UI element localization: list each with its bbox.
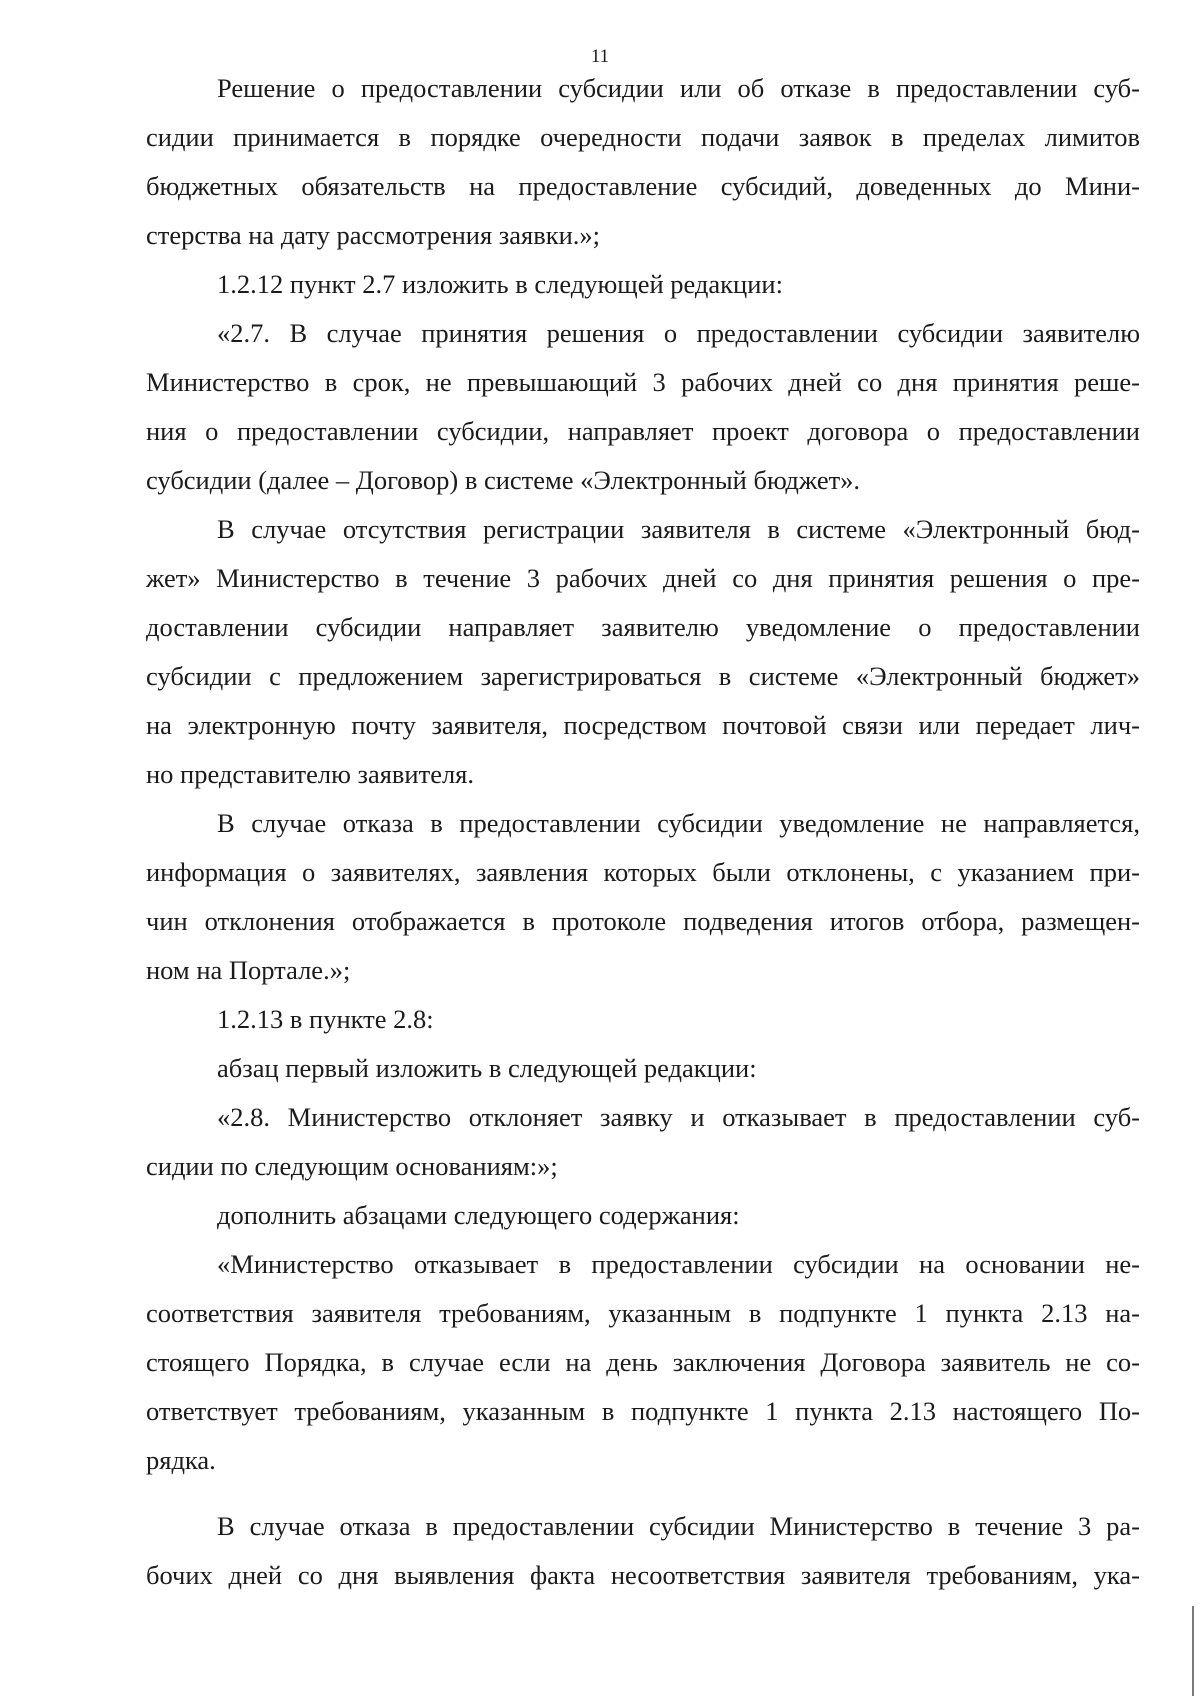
text-line: жет» Министерство в течение 3 рабочих дней со дня принятия решения о пре- [146,563,1140,593]
text-line: субсидии (далее – Договор) в системе «Электронный бюджет». [146,465,861,495]
text-line: соответствия заявителя требованиям, указанным в подпункте 1 пункта 2.13 на- [146,1298,1140,1328]
text-line: 1.2.13 в пункте 2.8: [217,1004,434,1034]
text-line: стоящего Порядка, в случае если на день заключения Договора заявитель не со- [146,1347,1140,1377]
text-line: ния о предоставлении субсидии, направляет проект договора о предоставлении [146,416,1140,446]
text-line: стерства на дату рассмотрения заявки.»; [146,220,601,250]
text-line: 1.2.12 пункт 2.7 изложить в следующей редакции: [217,269,783,299]
text-line: доставлении субсидии направляет заявителю уведомление о предоставлении [146,612,1140,642]
text-line: «2.8. Министерство отклоняет заявку и отказывает в предоставлении суб- [217,1102,1140,1132]
paragraph-gap [146,1485,1140,1502]
text-line: В случае отказа в предоставлении субсидии Министерство в течение 3 ра- [217,1511,1140,1541]
text-line: сидии по следующим основаниям:»; [146,1151,558,1181]
text-line: бюджетных обязательств на предоставление субсидий, доведенных до Мини- [146,171,1140,201]
text-line: информация о заявителях, заявления которых были отклонены, с указанием при- [146,857,1140,887]
page-number: 11 [590,46,610,67]
text-line: ном на Портале.»; [146,955,351,985]
text-line: на электронную почту заявителя, посредством почтовой связи или передает лич- [146,710,1140,740]
text-line: ответствует требованиям, указанным в подпункте 1 пункта 2.13 настоящего По- [146,1396,1140,1426]
document-body [146,64,1140,1600]
text-line: Министерство в срок, не превышающий 3 рабочих дней со дня принятия реше- [146,367,1140,397]
text-line: В случае отсутствия регистрации заявителя в системе «Электронный бюд- [217,514,1140,544]
text-line: субсидии с предложением зарегистрироваться в системе «Электронный бюджет» [146,661,1140,691]
text-line: чин отклонения отображается в протоколе подведения итогов отбора, размещен- [146,906,1140,936]
text-line: «Министерство отказывает в предоставлении субсидии на основании не- [217,1249,1140,1279]
text-line: Решение о предоставлении субсидии или об отказе в предоставлении суб- [217,73,1140,103]
text-line: но представителю заявителя. [146,759,474,789]
text-line: «2.7. В случае принятия решения о предоставлении субсидии заявителю [217,318,1140,348]
text-line: абзац первый изложить в следующей редакции: [217,1053,757,1083]
scan-edge-mark [1192,1606,1194,1696]
text-line: рядка. [146,1445,216,1475]
text-line: В случае отказа в предоставлении субсидии уведомление не направляется, [217,808,1140,838]
text-line: дополнить абзацами следующего содержания: [217,1200,740,1230]
text-line: сидии принимается в порядке очередности подачи заявок в пределах лимитов [146,122,1140,152]
text-line: бочих дней со дня выявления факта несоответствия заявителя требованиям, ука- [146,1560,1140,1590]
